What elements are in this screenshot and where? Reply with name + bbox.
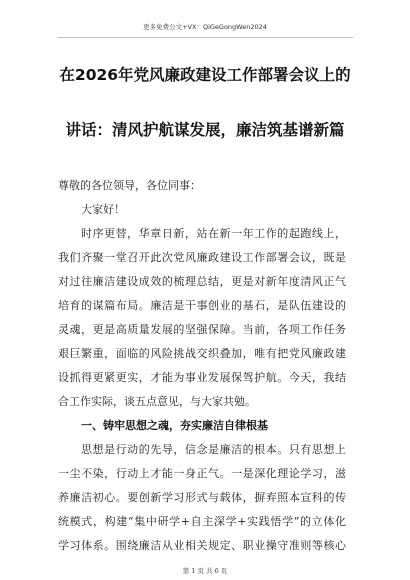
paragraph-line: 学习体系。围绕廉洁从业相关规定、职业操守准则等核心 — [58, 539, 346, 552]
header-divider — [57, 37, 353, 38]
page-header-text: 更多免费公文+VX：QiGeGongWen2024 — [143, 23, 267, 31]
greeting: 大家好！ — [81, 203, 125, 216]
section-paragraph — [58, 438, 346, 558]
intro-paragraph — [58, 222, 346, 414]
paragraph-line: 设抓得更紧更实，才能为事业发展保驾护航。今天，我结 — [58, 371, 346, 384]
paragraph-line: 时序更替，华章日新，站在新一年工作的起跑线上， — [81, 227, 346, 240]
paragraph-line: 灵魂，更是高质量发展的坚强保障。当前，各项工作任务 — [58, 323, 346, 336]
paragraph-line: 统模式，构建“集中研学+自主深学+实践悟学”的立体化 — [58, 515, 346, 528]
paragraph-line: 对过往廉洁建设成效的梳理总结，更是对新年度清风正气 — [58, 275, 346, 288]
paragraph-line: 我们齐聚一堂召开此次党风廉政建设工作部署会议，既是 — [58, 251, 346, 264]
document-body — [58, 174, 346, 558]
title-line-2: 讲话：清风护航谋发展，廉洁筑基谱新篇 — [65, 121, 345, 139]
paragraph-line: 一尘不染，行动上才能一身正气。一是深化理论学习，滋 — [58, 467, 346, 480]
paragraph-line: 养廉洁初心。要创新学习形式与载体，摒弃照本宣科的传 — [58, 491, 346, 504]
salutation: 尊敬的各位领导，各位同事： — [58, 179, 201, 192]
paragraph-line: 合工作实际，谈五点意见，与大家共勉。 — [58, 395, 256, 408]
section-heading: 一、铸牢思想之魂，夯实廉洁自律根基 — [81, 419, 268, 432]
paragraph-line: 培育的谋篇布局。廉洁是干事创业的基石，是队伍建设的 — [58, 299, 346, 312]
paragraph-line: 艰巨繁重，面临的风险挑战交织叠加，唯有把党风廉政建 — [58, 347, 346, 360]
page-footer: 第 1 页 共 6 页 — [182, 567, 228, 575]
title-line-1: 在2026年党风廉政建设工作部署会议上的 — [59, 66, 351, 84]
paragraph-line: 思想是行动的先导，信念是廉洁的根本。只有思想上 — [81, 443, 346, 456]
